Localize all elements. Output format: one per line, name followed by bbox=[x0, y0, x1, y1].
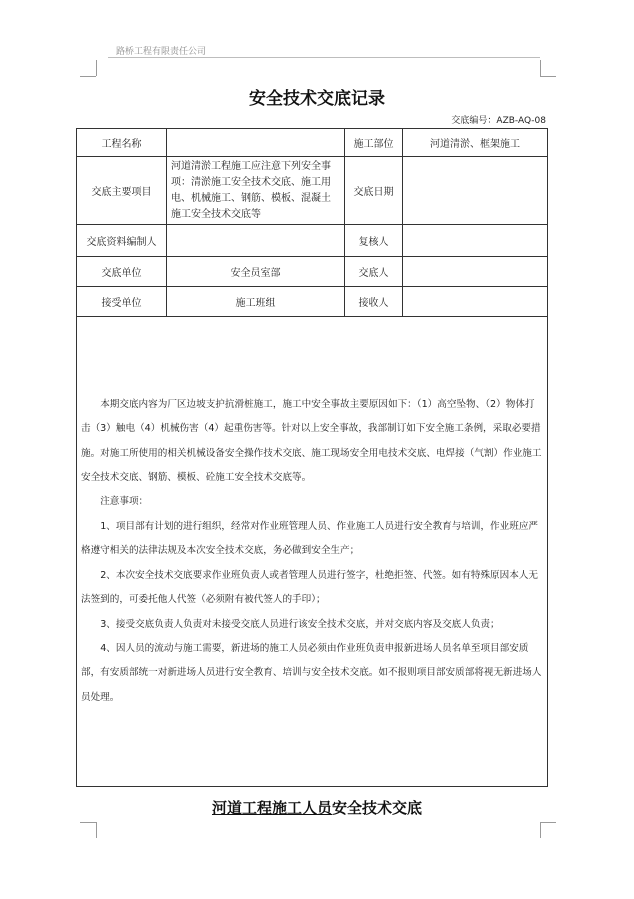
footer-title-underlined: 河道工程施工人员 bbox=[211, 799, 332, 817]
disclosure-content bbox=[77, 317, 548, 787]
person-value bbox=[403, 257, 548, 287]
document-title: 安全技术交底记录 bbox=[249, 89, 385, 109]
footer-title bbox=[0, 797, 634, 818]
receiving-unit-label: 接受单位 bbox=[77, 287, 167, 317]
construction-part-value: 河道清淤、框架施工 bbox=[403, 129, 548, 157]
project-name-value bbox=[167, 129, 345, 157]
table-row bbox=[77, 257, 548, 287]
page-header-company: 路桥工程有限责任公司 bbox=[116, 47, 207, 57]
crop-mark-bottom-left-vertical bbox=[96, 822, 97, 838]
crop-mark-top-right-horizontal bbox=[540, 76, 556, 77]
crop-mark-top-right-vertical bbox=[540, 60, 541, 76]
main-item-label: 交底主要项目 bbox=[77, 157, 167, 225]
reviewer-label: 复核人 bbox=[345, 225, 403, 257]
compiler-label: 交底资料编制人 bbox=[77, 225, 167, 257]
receiving-unit-value: 施工班组 bbox=[167, 287, 345, 317]
notes-heading: 注意事项： bbox=[100, 496, 149, 508]
main-item-value: 河道清淤工程施工应注意下列安全事项：清淤施工安全技术交底、施工用电、机械施工、钢筋、模板、混凝土施工安全技术交底等 bbox=[167, 157, 345, 225]
disclosure-intro: 本期交底内容为厂区边坡支护抗滑桩施工，施工中安全事故主要原因如下：（1）高空坠物、（2）物体打击（3）触电（4）机械伤害（4）起重伤害等。针对以上安全事故，我部制订如下安全施工条例，采取必要措施。对施工所使用的相关机械设备安全操作技术交底、施工现场安全用电技术交底、电焊接（气割）作业施工安全技术交底、钢筋、模板、砼施工安全技术交底等。 bbox=[81, 398, 542, 484]
note-item: 2、本次安全技术交底要求作业班负责人或者管理人员进行签字，杜绝拒签、代签。如有特殊原因本人无法签到的，可委托他人代签（必须附有被代签人的手印）； bbox=[81, 569, 539, 606]
project-name-label: 工程名称 bbox=[77, 129, 167, 157]
note-item: 3、接受交底负责人负责对未接受交底人员进行该安全技术交底，并对交底内容及交底人负责； bbox=[100, 618, 500, 630]
crop-mark-bottom-right-horizontal bbox=[540, 822, 556, 823]
note-item: 1、项目部有计划的进行组织，经常对作业班管理人员、作业施工人员进行安全教育与培训，作业班应严格遵守相关的法律法规及本次安全技术交底，务必做到安全生产； bbox=[81, 520, 539, 557]
document-code: 交底编号：AZB-AQ-08 bbox=[451, 116, 546, 126]
crop-mark-bottom-left-horizontal bbox=[80, 822, 96, 823]
note-item: 4、因人员的流动与施工需要，新进场的施工人员必须由作业班负责申报新进场人员名单至项目部安质部，有安质部统一对新进场人员进行安全教育、培训与安全技术交底。如不报则项目部安质部将视无新进场人员处理。 bbox=[81, 642, 542, 703]
receiver-value bbox=[403, 287, 548, 317]
crop-mark-bottom-right-vertical bbox=[540, 822, 541, 838]
table-row bbox=[77, 287, 548, 317]
compiler-value bbox=[167, 225, 345, 257]
footer-title-rest: 安全技术交底 bbox=[332, 799, 423, 817]
date-label: 交底日期 bbox=[345, 157, 403, 225]
unit-value: 安全员室部 bbox=[167, 257, 345, 287]
table-row bbox=[77, 129, 548, 157]
table-row bbox=[77, 157, 548, 225]
record-table bbox=[76, 128, 548, 787]
crop-mark-top-left-horizontal bbox=[80, 76, 96, 77]
person-label: 交底人 bbox=[345, 257, 403, 287]
table-row bbox=[77, 225, 548, 257]
table-row bbox=[77, 317, 548, 787]
date-value bbox=[403, 157, 548, 225]
unit-label: 交底单位 bbox=[77, 257, 167, 287]
crop-mark-top-left-vertical bbox=[96, 60, 97, 76]
header-divider bbox=[108, 57, 540, 58]
receiver-label: 接收人 bbox=[345, 287, 403, 317]
reviewer-value bbox=[403, 225, 548, 257]
construction-part-label: 施工部位 bbox=[345, 129, 403, 157]
